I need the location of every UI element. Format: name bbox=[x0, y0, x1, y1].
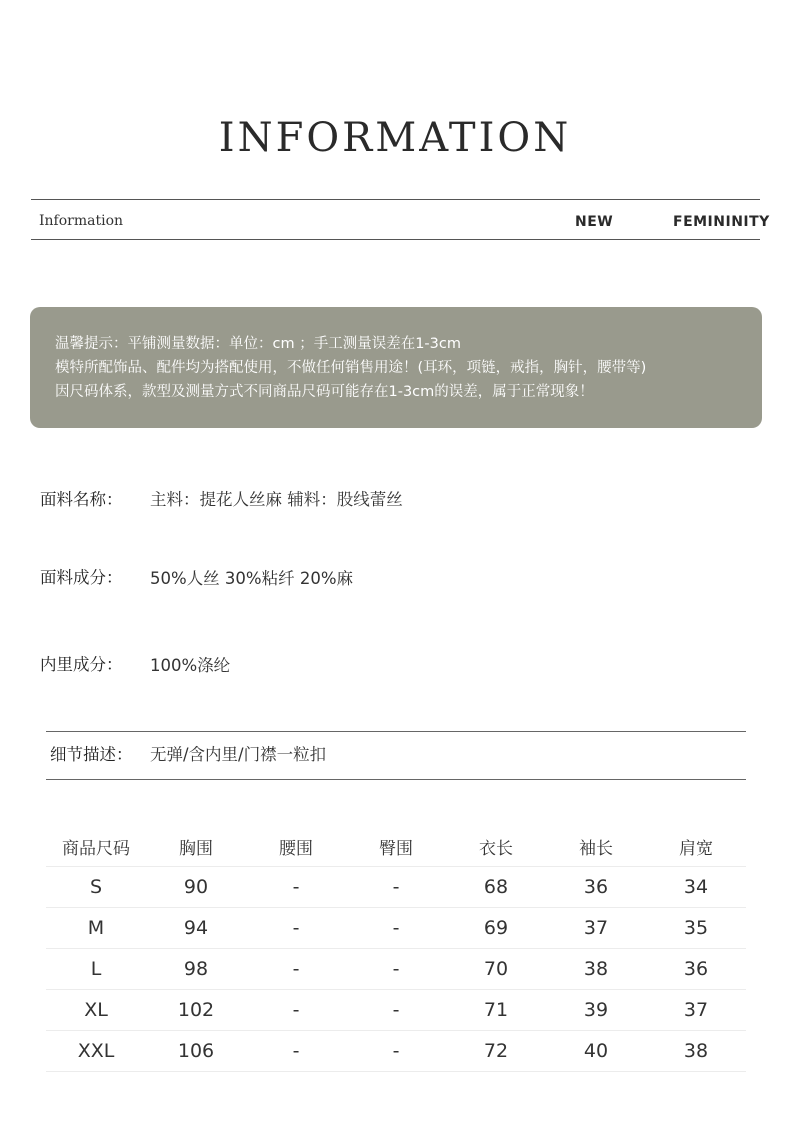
table-cell: 90 bbox=[146, 867, 246, 908]
table-cell: 36 bbox=[646, 949, 746, 990]
table-cell: 40 bbox=[546, 1031, 646, 1072]
table-cell: XXL bbox=[46, 1031, 146, 1072]
fabric-name-label: 面料名称： bbox=[40, 490, 123, 509]
table-header-row bbox=[46, 826, 746, 867]
details-value: 无弹/含内里/门襟一粒扣 bbox=[150, 745, 327, 764]
column-header: 袖长 bbox=[546, 826, 646, 867]
table-cell: 34 bbox=[646, 867, 746, 908]
details-top-rule bbox=[46, 731, 746, 732]
table-cell: S bbox=[46, 867, 146, 908]
lining-composition-label: 内里成分： bbox=[40, 655, 123, 674]
notice-line: 温馨提示：平铺测量数据：单位：cm ；手工测量误差在1-3cm bbox=[55, 336, 461, 352]
table-row bbox=[46, 990, 746, 1031]
column-header: 肩宽 bbox=[646, 826, 746, 867]
table-cell: L bbox=[46, 949, 146, 990]
table-cell: - bbox=[246, 990, 346, 1031]
notice-box bbox=[30, 307, 762, 428]
table-cell: 39 bbox=[546, 990, 646, 1031]
table-cell: - bbox=[346, 908, 446, 949]
table-cell: 102 bbox=[146, 990, 246, 1031]
new-label: NEW bbox=[575, 214, 614, 230]
table-cell: 72 bbox=[446, 1031, 546, 1072]
table-cell: M bbox=[46, 908, 146, 949]
table-cell: - bbox=[246, 908, 346, 949]
table-row bbox=[46, 949, 746, 990]
table-cell: 36 bbox=[546, 867, 646, 908]
column-header: 衣长 bbox=[446, 826, 546, 867]
table-cell: 94 bbox=[146, 908, 246, 949]
table-cell: 38 bbox=[546, 949, 646, 990]
table-cell: 37 bbox=[646, 990, 746, 1031]
table-cell: - bbox=[246, 949, 346, 990]
table-row bbox=[46, 908, 746, 949]
table-cell: 35 bbox=[646, 908, 746, 949]
table-row bbox=[46, 867, 746, 908]
table-cell: 37 bbox=[546, 908, 646, 949]
table-cell: - bbox=[346, 867, 446, 908]
column-header: 商品尺码 bbox=[46, 826, 146, 867]
table-cell: - bbox=[346, 949, 446, 990]
column-header: 臀围 bbox=[346, 826, 446, 867]
table-cell: 106 bbox=[146, 1031, 246, 1072]
fabric-composition-value: 50%人丝 30%粘纤 20%麻 bbox=[150, 569, 354, 588]
table-cell: XL bbox=[46, 990, 146, 1031]
notice-line: 模特所配饰品、配件均为搭配使用，不做任何销售用途！(耳环，项链，戒指，胸针，腰带等) bbox=[55, 360, 647, 376]
table-cell: 38 bbox=[646, 1031, 746, 1072]
lining-composition-value: 100%涤纶 bbox=[150, 656, 231, 675]
table-cell: - bbox=[246, 1031, 346, 1072]
information-bar-label: Information bbox=[39, 213, 124, 229]
table-cell: 68 bbox=[446, 867, 546, 908]
table-cell: - bbox=[346, 990, 446, 1031]
header-bottom-rule bbox=[31, 239, 760, 240]
table-cell: 70 bbox=[446, 949, 546, 990]
table-row bbox=[46, 1031, 746, 1072]
column-header: 腰围 bbox=[246, 826, 346, 867]
table-cell: - bbox=[346, 1031, 446, 1072]
page-title: INFORMATION bbox=[218, 115, 572, 161]
table-cell: 69 bbox=[446, 908, 546, 949]
notice-line: 因尺码体系，款型及测量方式不同商品尺码可能存在1-3cm的误差，属于正常现象！ bbox=[55, 384, 594, 400]
fabric-name-value: 主料：提花人丝麻 辅料：股线蕾丝 bbox=[150, 490, 403, 509]
table-cell: - bbox=[246, 867, 346, 908]
fabric-composition-label: 面料成分： bbox=[40, 568, 123, 587]
table-cell: 71 bbox=[446, 990, 546, 1031]
table-cell: 98 bbox=[146, 949, 246, 990]
details-label: 细节描述： bbox=[50, 745, 133, 764]
column-header: 胸围 bbox=[146, 826, 246, 867]
header-top-rule bbox=[31, 199, 760, 200]
femininity-label: FEMININITY bbox=[673, 214, 770, 230]
size-table bbox=[46, 826, 746, 1072]
details-bottom-rule bbox=[46, 779, 746, 780]
